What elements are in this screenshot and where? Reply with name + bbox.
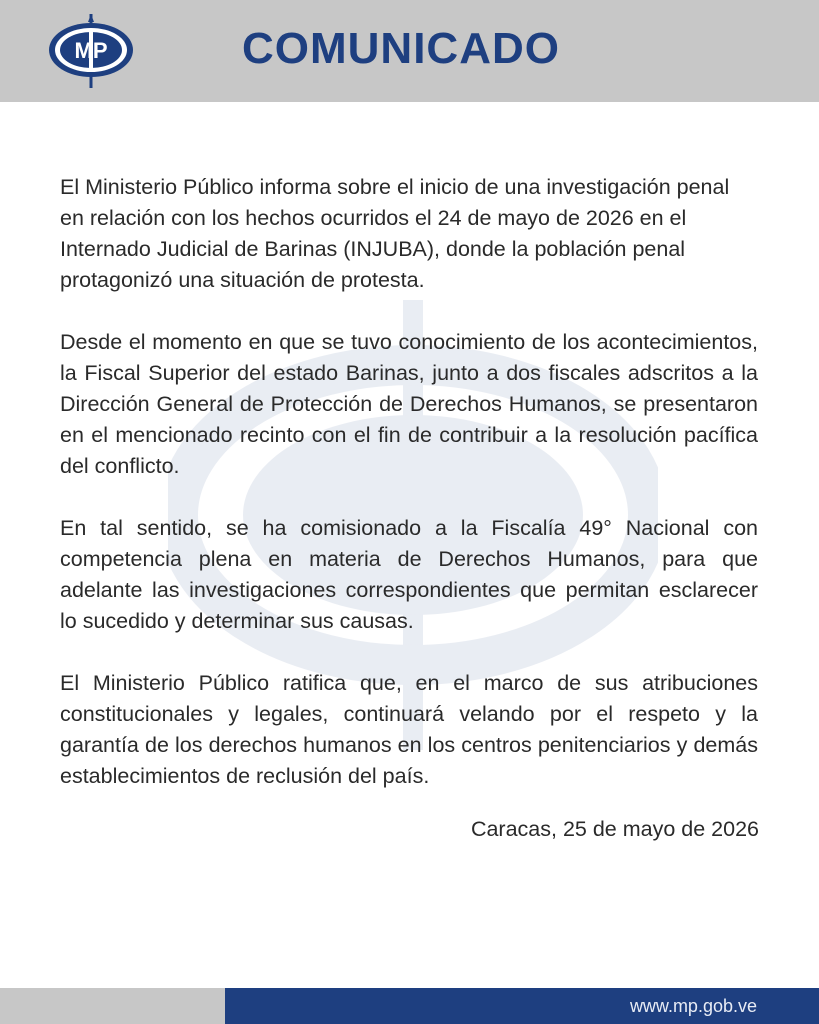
footer-gray-band	[0, 988, 225, 1024]
header-bar	[0, 0, 819, 102]
paragraph: El Ministerio Público ratifica que, en el marco de sus atribuciones constitucionales y legales, continuará velando por el respeto y la garantía de los derechos humanos en los centros penitenciarios y demás establecimientos de reclusión del país.	[60, 671, 758, 788]
statement-body	[60, 172, 758, 823]
signature-date: Caracas, 25 de mayo de 2026	[470, 817, 759, 841]
paragraph: El Ministerio Público informa sobre el inicio de una investigación penal en relación con los hechos ocurridos el 24 de mayo de 2026 en el Internado Judicial de Barinas (INJUBA), donde la población penal protagonizó una situación de protesta.	[60, 175, 730, 292]
logo-text: MP	[74, 38, 108, 63]
paragraph: Desde el momento en que se tuvo conocimiento de los acontecimientos, la Fiscal Superior del estado Barinas, junto a dos fiscales adscritos a la Dirección General de Protección de Derechos Humanos, se presentaron en el mencionado recinto con el fin de contribuir a la resolución pacífica del conflicto.	[60, 330, 758, 478]
website-link[interactable]: www.mp.gob.ve	[629, 996, 757, 1016]
mp-seal-icon	[46, 12, 136, 90]
paragraph: En tal sentido, se ha comisionado a la Fiscalía 49° Nacional con competencia plena en materia de Derechos Humanos, para que adelante las investigaciones correspondientes que permitan esclarecer lo sucedido y determinar sus causas.	[60, 516, 758, 633]
page-title: COMUNICADO	[242, 24, 560, 73]
